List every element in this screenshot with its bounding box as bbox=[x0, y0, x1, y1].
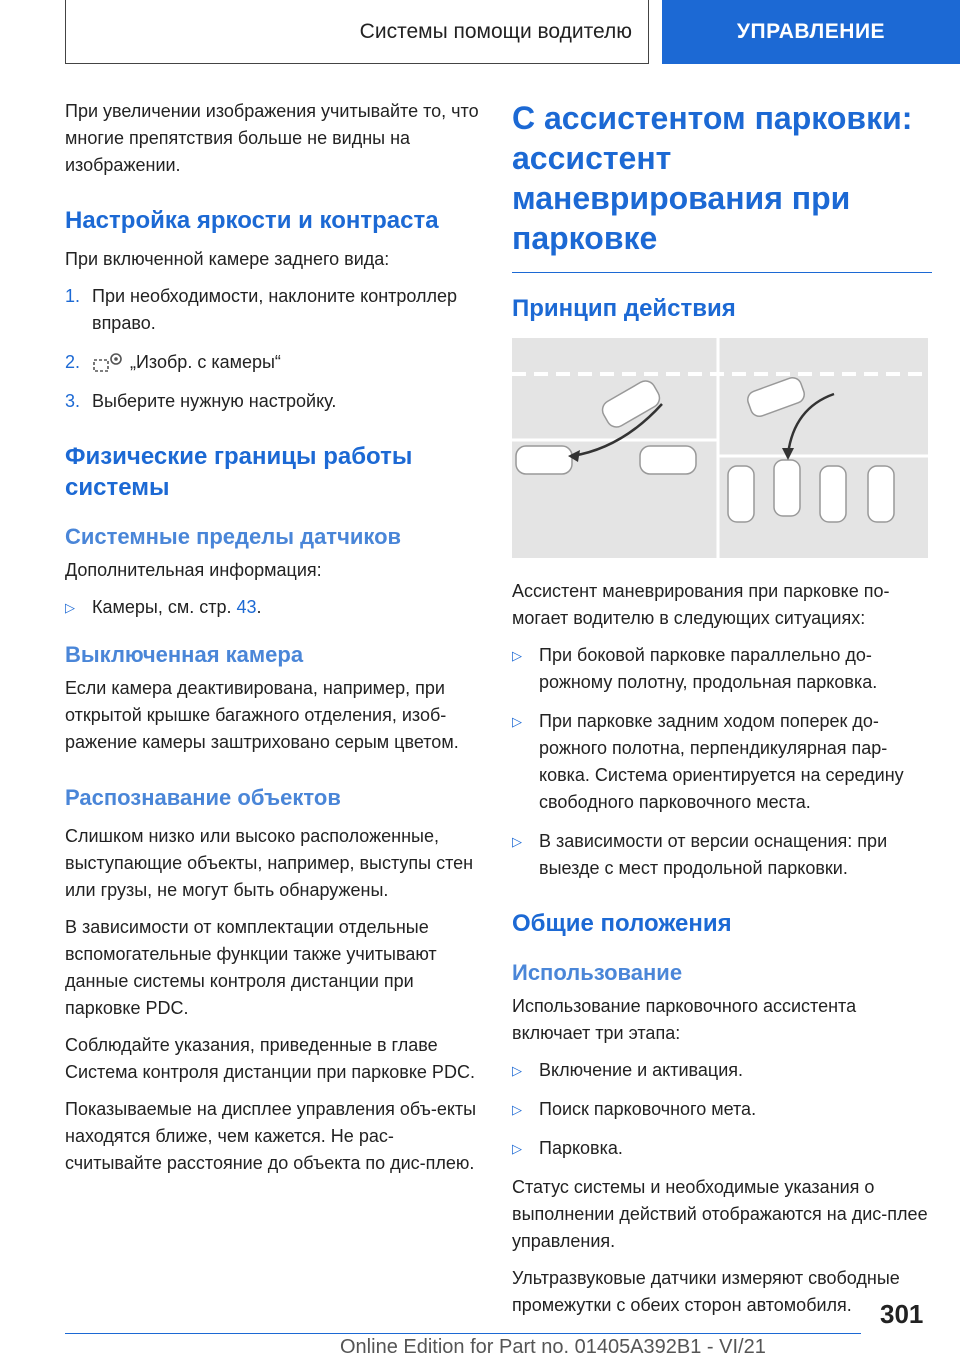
step-2 bbox=[65, 349, 485, 376]
usage-item-1 bbox=[512, 1057, 932, 1084]
heading-camera-off: Выключенная камера bbox=[65, 642, 304, 667]
parking-illustration bbox=[512, 338, 928, 558]
camera-off-text: Если камера деактивирована, например, при открытой крышке багажного отделения, изоб-ражение камеры заштриховано серым цветом. bbox=[65, 678, 459, 752]
step-1 bbox=[65, 283, 485, 337]
recognition-paragraph-3: Соблюдайте указания, приведенные в главе Система контроля дистанции при парковке PDC. bbox=[65, 1035, 475, 1082]
usage-text: Использование парковочного ассистента включает три этапа: bbox=[512, 996, 857, 1043]
intro-paragraph: При увеличении изображения учитывайте то, что многие препятствия больше не видны на изображении. bbox=[65, 101, 479, 175]
principle-item-3 bbox=[512, 828, 932, 882]
header-chapter bbox=[662, 0, 960, 64]
step-number: 1. bbox=[65, 286, 81, 306]
header-chapter-title: УПРАВЛЕНИЕ bbox=[736, 20, 886, 43]
principle-item-1 bbox=[512, 642, 932, 696]
step-text: Выберите нужную настройку. bbox=[92, 391, 337, 411]
step-number: 2. bbox=[65, 352, 81, 372]
principle-item-2 bbox=[512, 708, 932, 816]
page-number: 301 bbox=[880, 1299, 924, 1329]
heading-general: Общие положения bbox=[512, 910, 732, 937]
main-heading: С ассистентом парковки: ассистент маневрирования при парковке bbox=[512, 100, 913, 256]
ultrasonic-text: Ультразвуковые датчики измеряют свободные промежутки с обеих сторон автомобиля. bbox=[512, 1268, 900, 1315]
page-link[interactable]: 43 bbox=[236, 597, 257, 617]
cameras-item bbox=[65, 594, 485, 621]
heading-brightness: Настройка яркости и контраста bbox=[65, 207, 439, 234]
heading-object-recognition: Распознавание объектов bbox=[65, 785, 341, 810]
header-section bbox=[65, 0, 649, 64]
footer-edition: Online Edition for Part no. 01405A392B1 - VI/21 bbox=[340, 1336, 766, 1358]
parking-diagram bbox=[512, 338, 928, 558]
step-text: „Изобр. с камеры“ bbox=[130, 352, 281, 372]
heading-principle: Принцип действия bbox=[512, 295, 736, 322]
triangle-bullet-icon: ▷ bbox=[512, 834, 522, 849]
principle-item-text: При парковке задним ходом поперек до-рожного полотна, перпендикулярная пар-ковка. Система ориентируется на середину свободного парковочного места. bbox=[539, 711, 904, 812]
brightness-intro: При включенной камере заднего вида: bbox=[65, 249, 390, 269]
triangle-bullet-icon: ▷ bbox=[65, 600, 75, 615]
recognition-paragraph-2: В зависимости от комплектации отдельные вспомогательные функции также учитывают данные системы контроля дистанции при парковке PDC. bbox=[65, 917, 437, 1018]
cameras-item-text: Камеры, см. стр. 43. bbox=[92, 597, 262, 617]
step-3 bbox=[65, 388, 485, 415]
recognition-paragraph-1: Слишком низко или высоко расположенные, выступающие объекты, например, выступы стен или грузы, не могут быть обнаружены. bbox=[65, 826, 474, 900]
more-info: Дополнительная информация: bbox=[65, 560, 322, 580]
usage-item-text: Включение и активация. bbox=[539, 1060, 744, 1080]
principle-item-text: В зависимости от версии оснащения: при выезде с мест продольной парковки. bbox=[539, 831, 888, 878]
usage-item-2 bbox=[512, 1096, 932, 1123]
principle-item-text: При боковой парковке параллельно до-рожному полотну, продольная парковка. bbox=[539, 645, 878, 692]
triangle-bullet-icon: ▷ bbox=[512, 1102, 522, 1117]
recognition-paragraph-4: Показываемые на дисплее управления объ-екты находятся ближе, чем кажется. Не рас-считывайте расстояние до объекта по дис-плею. bbox=[65, 1099, 477, 1173]
header-section-title: Системы помощи водителю bbox=[359, 19, 632, 43]
camera-settings-icon bbox=[92, 349, 130, 376]
footer-rule bbox=[65, 1333, 861, 1334]
right-column bbox=[512, 98, 932, 1329]
heading-physical-limits: Физические границы работы системы bbox=[65, 443, 413, 501]
principle-text: Ассистент маневрирования при парковке по-могает водителю в следующих ситуациях: bbox=[512, 581, 890, 628]
triangle-bullet-icon: ▷ bbox=[512, 1141, 522, 1156]
usage-item-3 bbox=[512, 1135, 932, 1162]
status-text: Статус системы и необходимые указания о выполнении действий отображаются на дис-плее управления. bbox=[512, 1177, 928, 1251]
triangle-bullet-icon: ▷ bbox=[512, 648, 522, 663]
left-column bbox=[65, 98, 485, 1187]
usage-item-text: Поиск парковочного мета. bbox=[539, 1099, 757, 1119]
heading-sensor-limits: Системные пределы датчиков bbox=[65, 524, 402, 549]
step-number: 3. bbox=[65, 391, 81, 411]
heading-usage: Использование bbox=[512, 960, 683, 985]
triangle-bullet-icon: ▷ bbox=[512, 714, 522, 729]
usage-item-text: Парковка. bbox=[539, 1138, 623, 1158]
step-text: При необходимости, наклоните контроллер вправо. bbox=[92, 286, 458, 333]
triangle-bullet-icon: ▷ bbox=[512, 1063, 522, 1078]
heading-rule bbox=[512, 272, 932, 273]
